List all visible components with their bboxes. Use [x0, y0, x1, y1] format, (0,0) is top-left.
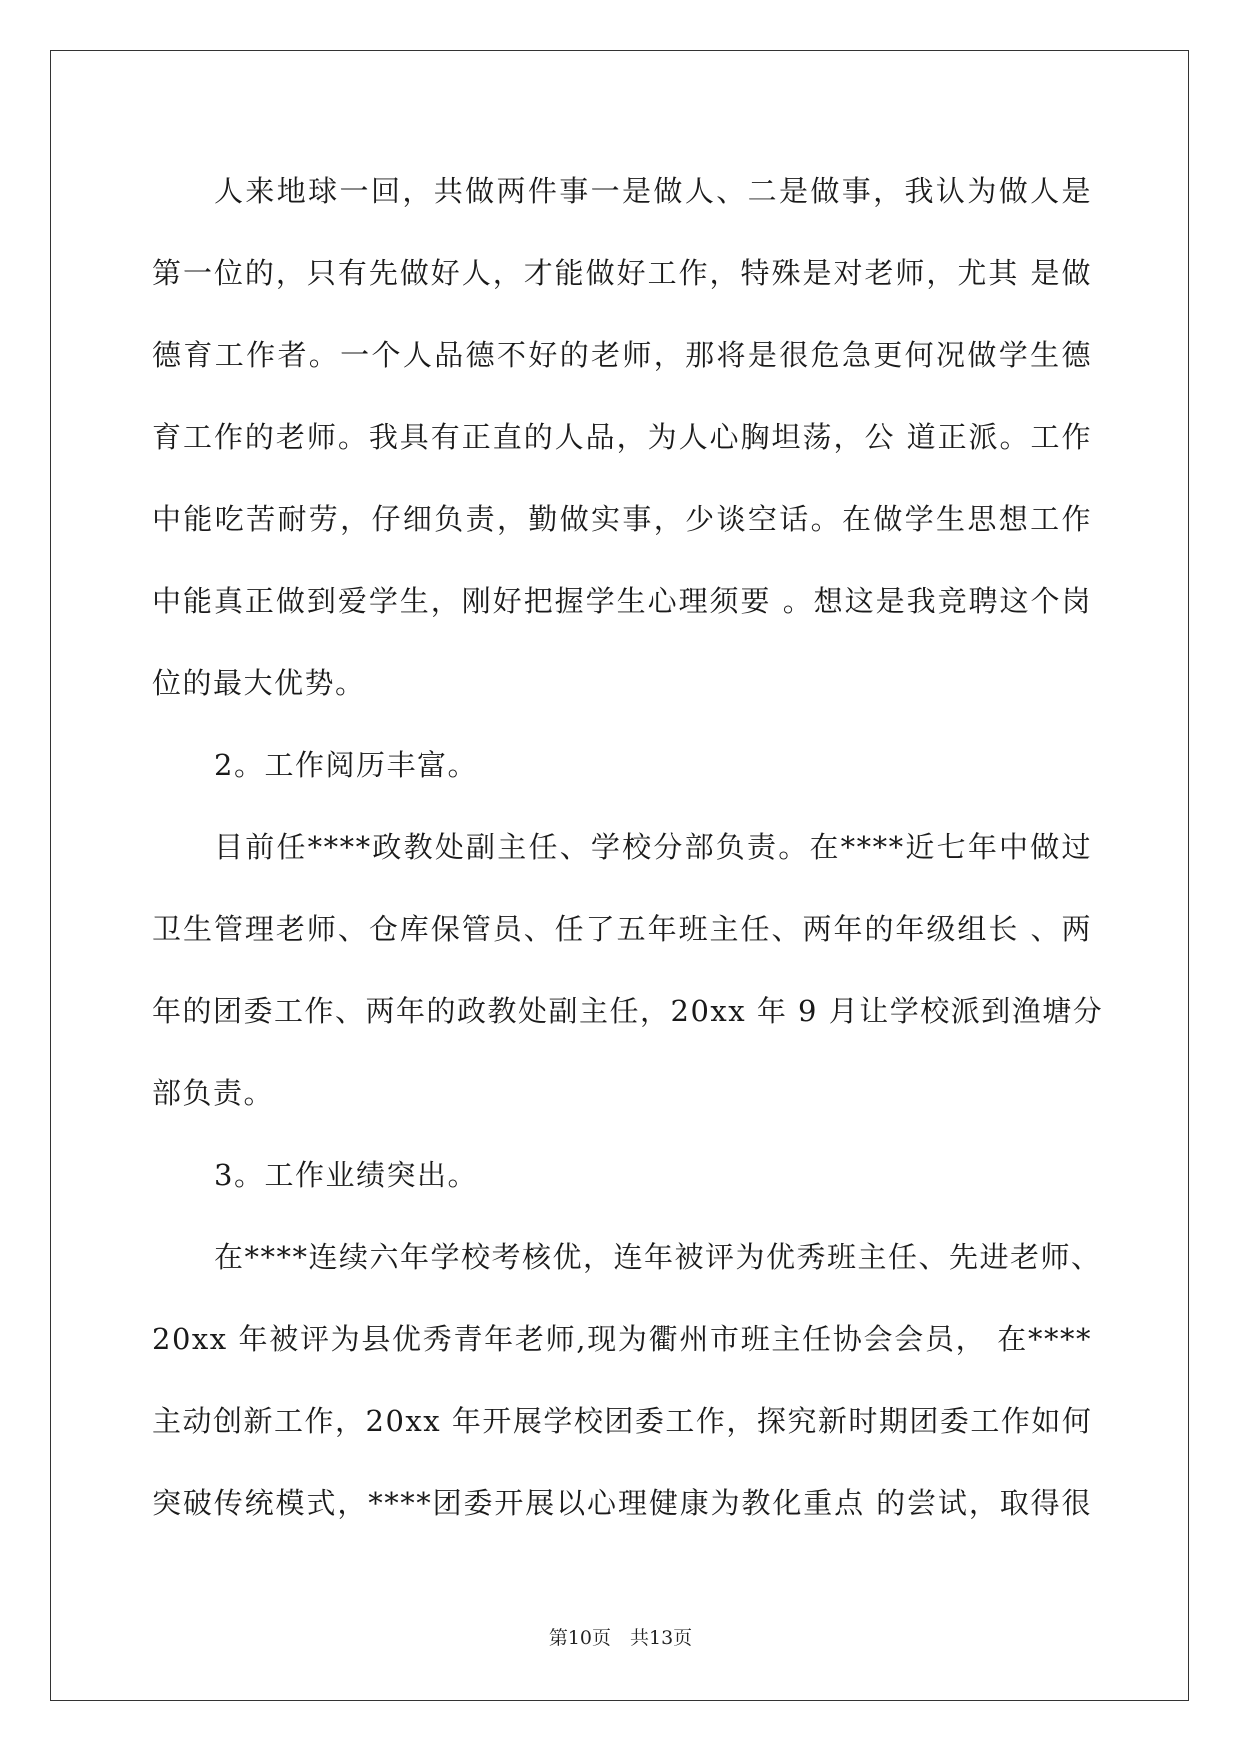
text-line: 位的最大优势。 [152, 666, 366, 700]
text-line: 德育工作者。一个人品德不好的老师，那将是很危急更何况做学生德 [152, 338, 1092, 372]
text-line: 中能真正做到爱学生，刚好把握学生心理须要 。想这是我竞聘这个岗 [152, 584, 1092, 618]
text-line: 部负责。 [152, 1076, 275, 1110]
text-line: 突破传统模式，****团委开展以心理健康为教化重点 的尝试，取得很 [152, 1486, 1092, 1520]
text-line: 育工作的老师。我具有正直的人品，为人心胸坦荡，公 道正派。工作 [152, 420, 1092, 454]
text-line: 卫生管理老师、仓库保管员、任了五年班主任、两年的年级组长 、两 [152, 912, 1092, 946]
text-line: 20xx 年被评为县优秀青年老师,现为衢州市班主任协会会员， 在**** [152, 1322, 1092, 1356]
text-line: 中能吃苦耐劳，仔细负责，勤做实事，少谈空话。在做学生思想工作 [152, 502, 1092, 536]
page-number-footer: 第10页 共13页 [548, 1627, 693, 1649]
text-line: 人来地球一回，共做两件事一是做人、二是做事，我认为做人是 [214, 174, 1092, 208]
text-line: 年的团委工作、两年的政教处副主任，20xx 年 9 月让学校派到渔塘分 [152, 994, 1104, 1028]
text-line: 目前任****政教处副主任、学校分部负责。在****近七年中做过 [214, 830, 1092, 864]
text-line: 3。工作业绩突出。 [214, 1158, 478, 1192]
text-line: 主动创新工作，20xx 年开展学校团委工作，探究新时期团委工作如何 [152, 1404, 1093, 1438]
text-line: 在****连续六年学校考核优，连年被评为优秀班主任、先进老师、 [214, 1240, 1102, 1274]
text-line: 第一位的，只有先做好人，才能做好工作，特殊是对老师，尤其 是做 [152, 256, 1092, 290]
text-line: 2。工作阅历丰富。 [214, 748, 478, 782]
document-body [152, 162, 1104, 1556]
